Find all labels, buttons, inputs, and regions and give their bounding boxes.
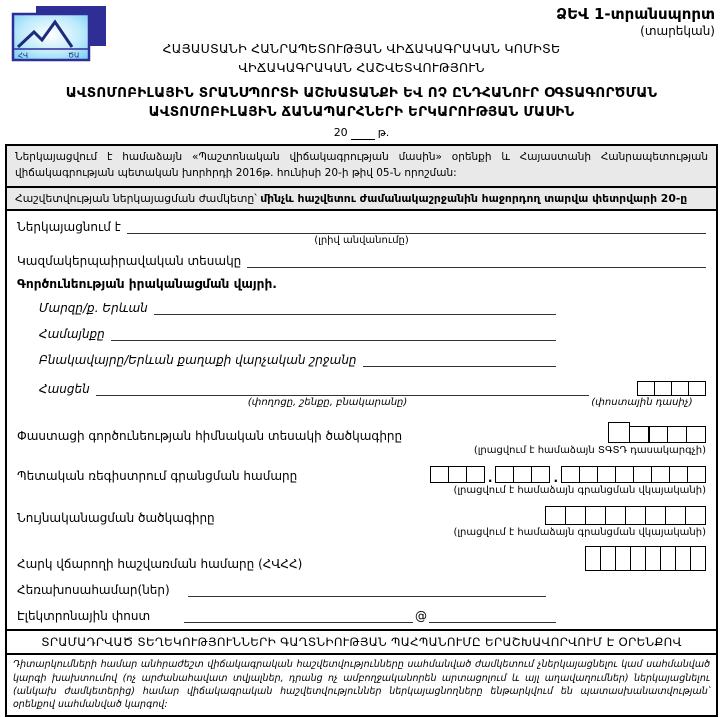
form-main-box [5, 144, 718, 717]
community-row [39, 327, 706, 341]
year-input-blank[interactable] [351, 129, 375, 140]
code-box-cell[interactable] [600, 546, 616, 571]
form-body [7, 211, 716, 629]
address-hints [17, 397, 706, 408]
community-label: Համայնքը [39, 327, 105, 342]
registry-hint: (լրացվում է համաձայն գրանցման վկայականի) [453, 485, 706, 497]
code-box-cell[interactable] [687, 466, 706, 483]
activity-code-hint: (լրացվում է համաձայն ՏԳՏԴ դասակարգչի) [473, 445, 706, 457]
code-box-cell[interactable] [466, 466, 485, 483]
report-kind: ՎԻՃԱԿԱԳՐԱԿԱՆ ՀԱՇՎԵՏՎՈՒԹՅՈՒՆ [238, 59, 485, 75]
code-box-cell[interactable] [633, 466, 652, 483]
code-box-cell[interactable] [648, 426, 668, 443]
region-input-line[interactable] [154, 301, 556, 315]
form-code-block [556, 5, 715, 38]
code-box-cell[interactable] [605, 506, 626, 525]
deadline-label: Հաշվետվության ներկայացման ժամկետը՝ [15, 192, 257, 206]
form-title-line1: ԱՎՏՈՄՈԲԻԼԱՅԻՆ ՏՐԱՆՍՊՈՐՏԻ ԱՇԽԱՏԱՆՔԻ ԵՎ ՈՉ ԸՆԴՀԱՆՈՒՐ ՕԳՏԱԳՈՐԾՄԱՆ [65, 85, 658, 102]
tin-row [17, 546, 706, 571]
presenter-hint: (լրիվ անվանումը) [314, 235, 409, 247]
code-box-cell[interactable] [645, 506, 666, 525]
presenter-label: Ներկայացնում է [17, 220, 121, 235]
code-box-cell[interactable] [579, 466, 598, 483]
code-box-cell[interactable] [686, 426, 706, 443]
code-box-cell[interactable] [608, 422, 630, 443]
year-line [0, 126, 723, 140]
activity-location-heading: Գործունեության իրականացման վայրի. [17, 277, 277, 292]
org-type-label: Կազմակերպաիրավական տեսակը [17, 254, 242, 269]
deadline-notice [7, 188, 716, 211]
code-box-cell[interactable] [645, 546, 661, 571]
code-box-cell[interactable] [637, 381, 655, 396]
registry-boxes-group2[interactable] [495, 466, 550, 483]
activity-code-label: Փաստացի գործունեության հիմնական տեսակի ծածկագիրը [17, 429, 403, 444]
code-box-cell[interactable] [688, 381, 706, 396]
form-period: (տարեկան) [640, 24, 715, 38]
region-label: Մարզը/ք. Երևան [39, 301, 148, 316]
email-row [17, 609, 706, 623]
phone-row [17, 583, 706, 597]
registry-label: Պետական ռեգիստրում գրանցման համարը [17, 469, 298, 484]
code-box-cell[interactable] [654, 381, 672, 396]
code-box-cell[interactable] [615, 466, 634, 483]
code-box-cell[interactable] [531, 466, 550, 483]
tin-boxes[interactable] [585, 546, 706, 571]
settlement-label: Բնակավայրը/Երևան քաղաքի վարչական շրջանը [39, 353, 357, 368]
id-code-boxes[interactable] [545, 506, 706, 525]
tin-label: Հարկ վճարողի հաշվառման համարը (ՀՎՀՀ) [17, 557, 303, 572]
code-box-cell[interactable] [675, 546, 691, 571]
code-box-cell[interactable] [545, 506, 566, 525]
registry-separator: . [487, 471, 493, 486]
activity-code-boxes[interactable] [608, 422, 706, 443]
code-box-cell[interactable] [690, 546, 706, 571]
registry-row [17, 466, 706, 486]
email-local-input-line[interactable] [184, 609, 413, 623]
code-box-cell[interactable] [597, 466, 616, 483]
registry-separator: . [553, 471, 558, 486]
year-suffix: թ. [377, 126, 390, 139]
registry-boxes-group1[interactable] [430, 466, 485, 483]
deadline-value: մինչև հաշվետու ժամանակաշրջանին հաջորդող տարվա փետրվարի 20-ը [260, 192, 688, 206]
community-input-line[interactable] [111, 327, 556, 341]
code-box-cell[interactable] [629, 426, 649, 443]
phone-label: Հեռախոսահամար(ներ) [17, 583, 170, 598]
address-label: Հասցեն [39, 382, 90, 397]
code-box-cell[interactable] [430, 466, 449, 483]
code-box-cell[interactable] [630, 546, 646, 571]
registry-boxes-group3[interactable] [561, 466, 706, 483]
code-box-cell[interactable] [671, 381, 689, 396]
postal-hint: (փոստային դասիչ) [591, 397, 693, 409]
email-domain-input-line[interactable] [429, 609, 556, 623]
org-type-row [17, 254, 706, 268]
address-hint: (փողոցը, շենքը, բնակարանը) [247, 397, 408, 409]
code-box-cell[interactable] [625, 506, 646, 525]
postal-code-boxes[interactable] [637, 381, 706, 396]
statistical-committee-logo [10, 5, 110, 63]
form-code: ՁԵՎ 1-տրանսպորտ [556, 5, 715, 23]
phone-input-line[interactable] [188, 583, 546, 597]
committee-name: ՀԱՅԱՍՏԱՆԻ ՀԱՆՐԱՊԵՏՈՒԹՅԱՆ ՎԻՃԱԿԱԳՐԱԿԱՆ ԿՈՄԻՏԵ [162, 41, 561, 56]
address-row [39, 381, 706, 396]
presenter-row [17, 220, 706, 234]
settlement-row [39, 353, 706, 367]
presenter-input-line[interactable] [127, 220, 706, 234]
year-prefix: 20 [333, 126, 348, 139]
code-box-cell[interactable] [685, 506, 706, 525]
code-box-cell[interactable] [667, 426, 687, 443]
code-box-cell[interactable] [585, 506, 606, 525]
org-type-input-line[interactable] [247, 254, 706, 268]
code-box-cell[interactable] [651, 466, 670, 483]
svg-text:ԾԱ: ԾԱ [68, 51, 80, 60]
code-box-cell[interactable] [448, 466, 467, 483]
code-box-cell[interactable] [665, 506, 686, 525]
code-box-cell[interactable] [615, 546, 631, 571]
code-box-cell[interactable] [561, 466, 580, 483]
id-code-hint: (լրացվում է համաձայն գրանցման վկայականի) [453, 527, 706, 539]
region-row [39, 301, 706, 315]
activity-code-row [17, 422, 706, 443]
liability-fine-print: Դիտարկումների համար անհրաժեշտ վիճակագրական հաշվետվությունները սահմանված ժամկետում չներկայացնելու կամ սահմանված կարգի խախտումով (ոչ արժանահավատ տվյալներ, դրանց ոչ ամբողջականորեն արտացոլում և այլ աղավաղումներ) ներկայացնելու (անկախ ժամկետերից) համար վիճակագրական հաշվետվություններ ներկայացնողները ենթարկվում են պատասխանատվության՝ օրենքով սահմանված կարգով: [13, 659, 710, 711]
id-code-label: Նույնականացման ծածկագիրը [17, 511, 215, 526]
code-box-cell[interactable] [565, 506, 586, 525]
id-code-row [17, 506, 706, 525]
logo-graphic-icon [10, 5, 110, 63]
code-box-cell[interactable] [585, 546, 601, 571]
email-label: Էլեկտրոնային փոստ [17, 609, 151, 624]
form-title-line2: ԱՎՏՈՄՈԲԻԼԱՅԻՆ ՃԱՆԱՊԱՐՀՆԵՐԻ ԵՐԿԱՐՈՒԹՅԱՆ ՄԱՍԻՆ [148, 104, 575, 121]
code-box-cell[interactable] [495, 466, 514, 483]
settlement-input-line[interactable] [363, 353, 556, 367]
code-box-cell[interactable] [513, 466, 532, 483]
svg-text:ՀՎ: ՀՎ [18, 51, 29, 60]
address-input-line[interactable] [96, 382, 589, 396]
email-at-sign: @ [414, 609, 427, 624]
legal-basis-notice: Ներկայացվում է համաձայն «Պաշտոնական վիճակագրության մասին» օրենքի և Հայաստանի Հանրապետության վիճակագրության պետական խորհրդի 2016թ. հունիսի 20-ի թիվ 05-Ն որոշման: [7, 146, 716, 189]
code-box-cell[interactable] [660, 546, 676, 571]
code-box-cell[interactable] [669, 466, 688, 483]
confidentiality-banner: ՏՐԱՄԱԴՐՎԱԾ ՏԵՂԵԿՈՒԹՅՈՒՆՆԵՐԻ ԳԱՂՏՆԻՈՒԹՅԱՆ ՊԱՀՊԱՆՈՒՄԸ ԵՐԱՇԽԱՎՈՐՎՈՒՄ Է ՕՐԵՆՔՈՎ [7, 629, 716, 655]
